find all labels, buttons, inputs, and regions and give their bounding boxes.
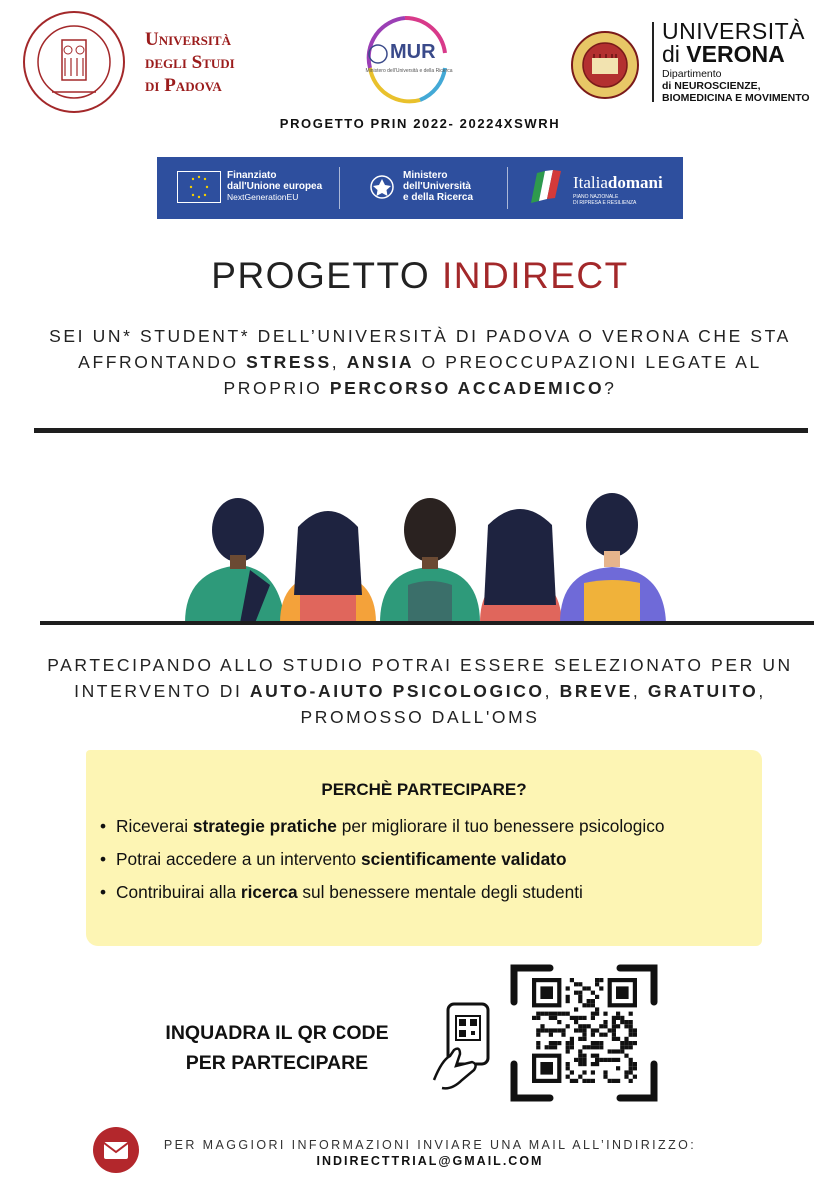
student-1-figure bbox=[185, 498, 285, 623]
why-item-1-bold: strategie pratiche bbox=[192, 816, 337, 836]
intro-t1: SEI UN* STUDENT* DELL’UNIVERSITÀ DI PADOVA O VERONA CHE STA AFFRONTANDO bbox=[49, 326, 791, 372]
participate-text bbox=[30, 652, 810, 730]
qr-line1: INQUADRA IL QR CODE bbox=[165, 1022, 389, 1044]
participate-t2: , bbox=[544, 681, 560, 701]
intro-b1: STRESS bbox=[246, 352, 332, 372]
italian-emblem-icon bbox=[369, 173, 395, 201]
eu-line3: NextGenerationEU bbox=[227, 192, 299, 202]
contact-email[interactable]: INDIRECTTRIAL@GMAIL.COM bbox=[316, 1154, 544, 1168]
qr-call-to-action bbox=[142, 1018, 412, 1078]
why-item-2-bold: scientificamente validato bbox=[360, 849, 567, 869]
mur-label: MUR bbox=[390, 41, 436, 63]
student-3-figure bbox=[380, 498, 480, 623]
ministry-line2: dell'Università bbox=[403, 181, 471, 192]
italiadomani-a: Italia bbox=[573, 173, 608, 192]
why-item-1-pre: Riceverai bbox=[116, 816, 193, 836]
why-title: PERCHÈ PARTECIPARE? bbox=[321, 780, 527, 799]
unipd-name bbox=[145, 28, 235, 97]
unipd-name-line1: Università bbox=[145, 29, 231, 50]
why-list bbox=[98, 810, 664, 909]
participate-t3: , bbox=[632, 681, 648, 701]
italiadomani-flag-icon bbox=[525, 165, 569, 209]
ministry-line3: e della Ricerca bbox=[403, 192, 474, 203]
univr-line2-prefix: di bbox=[662, 41, 680, 67]
italiadomani-b: domani bbox=[607, 173, 663, 192]
divider-top bbox=[34, 428, 808, 433]
funding-banner bbox=[157, 157, 683, 219]
divider-bottom bbox=[40, 621, 814, 625]
italiadomani-sub1: PIANO NAZIONALE bbox=[573, 194, 619, 200]
eu-line2: dall'Unione europea bbox=[227, 181, 323, 192]
student-5-figure bbox=[560, 493, 666, 623]
univr-seal-logo bbox=[570, 30, 640, 100]
univr-dept-line1: Dipartimento bbox=[662, 68, 722, 80]
why-item-3-bold: ricerca bbox=[240, 882, 298, 902]
students-illustration bbox=[180, 485, 680, 623]
why-item bbox=[116, 843, 664, 876]
qr-line2: PER PARTECIPARE bbox=[185, 1052, 369, 1074]
univr-wordmark bbox=[662, 20, 837, 104]
univr-line1: UNIVERSITÀ bbox=[662, 18, 806, 44]
why-item-3-pre: Contribuirai alla bbox=[116, 882, 241, 902]
title-part2: INDIRECT bbox=[442, 255, 629, 296]
participate-t4: , PROMOSSO DALL'OMS bbox=[300, 681, 766, 727]
univr-dept-line2: di NEUROSCIENZE, bbox=[662, 80, 761, 92]
unipd-seal-logo bbox=[22, 10, 126, 114]
intro-t4: ? bbox=[604, 378, 617, 398]
prin-code: PROGETTO PRIN 2022- 20224XSWRH bbox=[279, 116, 561, 131]
univr-line2-bold: VERONA bbox=[686, 41, 785, 67]
italiadomani-sub2: DI RIPRESA E RESILIENZA bbox=[573, 200, 637, 206]
univr-divider bbox=[652, 22, 654, 102]
why-participate-box bbox=[86, 750, 762, 946]
eu-line1: Finanziato bbox=[227, 170, 277, 181]
mur-subtitle: Ministero dell'Università e della Ricerca bbox=[365, 68, 453, 74]
contact-note: PER MAGGIORI INFORMAZIONI INVIARE UNA MAIL ALL’INDIRIZZO: bbox=[163, 1138, 697, 1152]
qr-code[interactable] bbox=[510, 962, 660, 1104]
page-title bbox=[0, 255, 840, 297]
unipd-name-line3: di Padova bbox=[145, 75, 222, 96]
intro-question bbox=[30, 323, 810, 401]
why-item bbox=[116, 876, 664, 909]
student-4-figure bbox=[480, 509, 562, 623]
participate-b1: AUTO-AIUTO PSICOLOGICO bbox=[249, 681, 545, 701]
participate-b2: BREVE bbox=[559, 681, 633, 701]
ministry-line1: Ministero bbox=[403, 170, 448, 181]
univr-dept-line3: BIOMEDICINA E MOVIMENTO bbox=[662, 92, 810, 104]
mur-logo bbox=[350, 8, 460, 108]
eu-flag-icon bbox=[177, 171, 221, 203]
why-item bbox=[116, 810, 664, 843]
intro-b3: PERCORSO ACCADEMICO bbox=[329, 378, 605, 398]
why-item-1-post: per migliorare il tuo benessere psicologico bbox=[336, 816, 665, 836]
intro-t2: , bbox=[331, 352, 347, 372]
title-part1: PROGETTO bbox=[211, 255, 442, 296]
why-item-2-pre: Potrai accedere a un intervento bbox=[116, 849, 361, 869]
phone-scan-icon bbox=[428, 1000, 498, 1092]
why-item-3-post: sul benessere mentale degli studenti bbox=[297, 882, 583, 902]
intro-b2: ANSIA bbox=[346, 352, 415, 372]
student-2-figure bbox=[280, 511, 376, 623]
unipd-name-line2: degli Studi bbox=[145, 52, 235, 73]
participate-t1: PARTECIPANDO ALLO STUDIO POTRAI ESSERE SELEZIONATO PER UN INTERVENTO DI bbox=[47, 655, 793, 701]
participate-b3: GRATUITO bbox=[647, 681, 759, 701]
intro-t3: O PREOCCUPAZIONI LEGATE AL PROPRIO bbox=[223, 352, 762, 398]
mail-icon bbox=[93, 1127, 139, 1173]
